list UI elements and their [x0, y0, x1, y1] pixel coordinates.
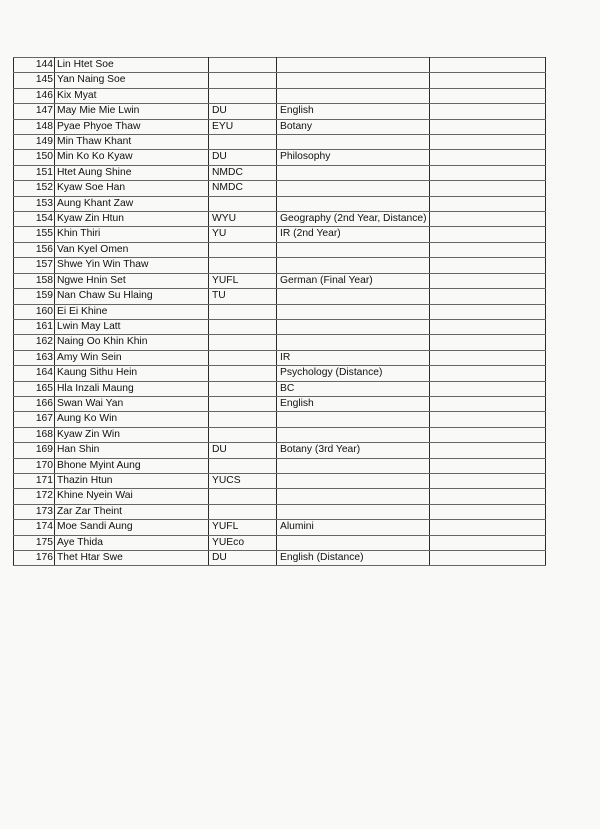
university-cell	[209, 458, 277, 473]
university-cell: YUEco	[209, 535, 277, 550]
table-row	[14, 473, 546, 488]
name-cell: Naing Oo Khin Khin	[55, 335, 209, 350]
table-row	[14, 58, 546, 73]
name-cell: Kyaw Zin Htun	[55, 212, 209, 227]
table-row	[14, 135, 546, 150]
subject-cell	[277, 58, 430, 73]
extra-cell	[429, 88, 545, 103]
subject-cell: BC	[277, 381, 430, 396]
table-row	[14, 304, 546, 319]
extra-cell	[429, 458, 545, 473]
subject-cell	[277, 412, 430, 427]
table-row	[14, 289, 546, 304]
name-cell: Moe Sandi Aung	[55, 520, 209, 535]
extra-cell	[429, 150, 545, 165]
row-number-cell: 157	[14, 258, 55, 273]
row-number-cell: 149	[14, 135, 55, 150]
name-cell: Swan Wai Yan	[55, 396, 209, 411]
extra-cell	[429, 181, 545, 196]
university-cell: DU	[209, 104, 277, 119]
subject-cell	[277, 289, 430, 304]
extra-cell	[429, 381, 545, 396]
table-row	[14, 242, 546, 257]
subject-cell	[277, 535, 430, 550]
name-cell: Aung Khant Zaw	[55, 196, 209, 211]
university-cell	[209, 489, 277, 504]
name-cell: Thet Htar Swe	[55, 551, 209, 566]
university-cell	[209, 366, 277, 381]
university-cell: YUFL	[209, 520, 277, 535]
name-cell: Ei Ei Khine	[55, 304, 209, 319]
name-cell: Htet Aung Shine	[55, 165, 209, 180]
name-cell: Zar Zar Theint	[55, 504, 209, 519]
row-number-cell: 167	[14, 412, 55, 427]
row-number-cell: 173	[14, 504, 55, 519]
extra-cell	[429, 273, 545, 288]
name-cell: Yan Naing Soe	[55, 73, 209, 88]
subject-cell	[277, 242, 430, 257]
table-row	[14, 350, 546, 365]
name-cell: Han Shin	[55, 443, 209, 458]
subject-cell	[277, 504, 430, 519]
subject-cell	[277, 427, 430, 442]
extra-cell	[429, 473, 545, 488]
extra-cell	[429, 366, 545, 381]
table-row	[14, 88, 546, 103]
name-cell: May Mie Mie Lwin	[55, 104, 209, 119]
name-cell: Khin Thiri	[55, 227, 209, 242]
subject-cell	[277, 181, 430, 196]
subject-cell: English (Distance)	[277, 551, 430, 566]
university-cell	[209, 335, 277, 350]
extra-cell	[429, 58, 545, 73]
extra-cell	[429, 427, 545, 442]
extra-cell	[429, 212, 545, 227]
university-cell: NMDC	[209, 181, 277, 196]
subject-cell	[277, 304, 430, 319]
subject-cell: German (Final Year)	[277, 273, 430, 288]
subject-cell	[277, 473, 430, 488]
university-cell: DU	[209, 443, 277, 458]
row-number-cell: 162	[14, 335, 55, 350]
table-row	[14, 212, 546, 227]
university-cell	[209, 58, 277, 73]
table-row	[14, 150, 546, 165]
extra-cell	[429, 319, 545, 334]
table-row	[14, 489, 546, 504]
row-number-cell: 174	[14, 520, 55, 535]
row-number-cell: 163	[14, 350, 55, 365]
subject-cell	[277, 458, 430, 473]
table-row	[14, 412, 546, 427]
table-row	[14, 366, 546, 381]
subject-cell	[277, 73, 430, 88]
row-number-cell: 148	[14, 119, 55, 134]
table-row	[14, 181, 546, 196]
extra-cell	[429, 289, 545, 304]
name-cell: Aye Thida	[55, 535, 209, 550]
university-cell	[209, 319, 277, 334]
university-cell	[209, 504, 277, 519]
extra-cell	[429, 412, 545, 427]
row-number-cell: 145	[14, 73, 55, 88]
name-cell: Amy Win Sein	[55, 350, 209, 365]
roster-table	[13, 57, 546, 566]
name-cell: Kix Myat	[55, 88, 209, 103]
university-cell	[209, 427, 277, 442]
table-row	[14, 196, 546, 211]
university-cell	[209, 196, 277, 211]
row-number-cell: 147	[14, 104, 55, 119]
name-cell: Min Ko Ko Kyaw	[55, 150, 209, 165]
subject-cell	[277, 319, 430, 334]
university-cell	[209, 304, 277, 319]
university-cell: EYU	[209, 119, 277, 134]
extra-cell	[429, 104, 545, 119]
extra-cell	[429, 165, 545, 180]
name-cell: Kaung Sithu Hein	[55, 366, 209, 381]
university-cell	[209, 73, 277, 88]
extra-cell	[429, 304, 545, 319]
subject-cell	[277, 88, 430, 103]
extra-cell	[429, 73, 545, 88]
row-number-cell: 165	[14, 381, 55, 396]
table-row	[14, 119, 546, 134]
subject-cell	[277, 489, 430, 504]
table-row	[14, 551, 546, 566]
extra-cell	[429, 443, 545, 458]
extra-cell	[429, 489, 545, 504]
subject-cell: English	[277, 396, 430, 411]
name-cell: Nan Chaw Su Hlaing	[55, 289, 209, 304]
extra-cell	[429, 119, 545, 134]
subject-cell: IR (2nd Year)	[277, 227, 430, 242]
row-number-cell: 164	[14, 366, 55, 381]
extra-cell	[429, 520, 545, 535]
row-number-cell: 168	[14, 427, 55, 442]
name-cell: Aung Ko Win	[55, 412, 209, 427]
table-row	[14, 535, 546, 550]
row-number-cell: 175	[14, 535, 55, 550]
name-cell: Van Kyel Omen	[55, 242, 209, 257]
name-cell: Hla Inzali Maung	[55, 381, 209, 396]
table-row	[14, 273, 546, 288]
subject-cell: Botany (3rd Year)	[277, 443, 430, 458]
subject-cell	[277, 335, 430, 350]
row-number-cell: 154	[14, 212, 55, 227]
university-cell	[209, 396, 277, 411]
table-row	[14, 227, 546, 242]
table-row	[14, 520, 546, 535]
row-number-cell: 159	[14, 289, 55, 304]
university-cell: TU	[209, 289, 277, 304]
name-cell: Min Thaw Khant	[55, 135, 209, 150]
subject-cell	[277, 196, 430, 211]
subject-cell	[277, 258, 430, 273]
table-row	[14, 427, 546, 442]
row-number-cell: 151	[14, 165, 55, 180]
university-cell: WYU	[209, 212, 277, 227]
extra-cell	[429, 196, 545, 211]
university-cell	[209, 88, 277, 103]
name-cell: Khine Nyein Wai	[55, 489, 209, 504]
subject-cell: IR	[277, 350, 430, 365]
subject-cell: Psychology (Distance)	[277, 366, 430, 381]
name-cell: Bhone Myint Aung	[55, 458, 209, 473]
table-row	[14, 165, 546, 180]
table-row	[14, 458, 546, 473]
extra-cell	[429, 242, 545, 257]
extra-cell	[429, 258, 545, 273]
row-number-cell: 171	[14, 473, 55, 488]
table-row	[14, 504, 546, 519]
row-number-cell: 169	[14, 443, 55, 458]
row-number-cell: 156	[14, 242, 55, 257]
table-row	[14, 381, 546, 396]
row-number-cell: 152	[14, 181, 55, 196]
university-cell: YUCS	[209, 473, 277, 488]
subject-cell	[277, 135, 430, 150]
extra-cell	[429, 535, 545, 550]
row-number-cell: 144	[14, 58, 55, 73]
row-number-cell: 172	[14, 489, 55, 504]
subject-cell	[277, 165, 430, 180]
name-cell: Kyaw Zin Win	[55, 427, 209, 442]
row-number-cell: 160	[14, 304, 55, 319]
extra-cell	[429, 504, 545, 519]
university-cell	[209, 412, 277, 427]
table-row	[14, 319, 546, 334]
extra-cell	[429, 227, 545, 242]
row-number-cell: 161	[14, 319, 55, 334]
university-cell	[209, 350, 277, 365]
subject-cell: Botany	[277, 119, 430, 134]
name-cell: Thazin Htun	[55, 473, 209, 488]
table-row	[14, 73, 546, 88]
name-cell: Lin Htet Soe	[55, 58, 209, 73]
row-number-cell: 170	[14, 458, 55, 473]
university-cell: DU	[209, 551, 277, 566]
subject-cell: English	[277, 104, 430, 119]
extra-cell	[429, 396, 545, 411]
name-cell: Pyae Phyoe Thaw	[55, 119, 209, 134]
subject-cell: Geography (2nd Year, Distance)	[277, 212, 430, 227]
university-cell	[209, 381, 277, 396]
university-cell	[209, 242, 277, 257]
row-number-cell: 146	[14, 88, 55, 103]
university-cell	[209, 258, 277, 273]
subject-cell: Alumini	[277, 520, 430, 535]
table-row	[14, 258, 546, 273]
university-cell: NMDC	[209, 165, 277, 180]
name-cell: Shwe Yin Win Thaw	[55, 258, 209, 273]
row-number-cell: 166	[14, 396, 55, 411]
name-cell: Kyaw Soe Han	[55, 181, 209, 196]
extra-cell	[429, 135, 545, 150]
university-cell: DU	[209, 150, 277, 165]
extra-cell	[429, 551, 545, 566]
table-row	[14, 443, 546, 458]
university-cell: YU	[209, 227, 277, 242]
row-number-cell: 150	[14, 150, 55, 165]
row-number-cell: 155	[14, 227, 55, 242]
row-number-cell: 153	[14, 196, 55, 211]
extra-cell	[429, 335, 545, 350]
subject-cell: Philosophy	[277, 150, 430, 165]
table-row	[14, 396, 546, 411]
university-cell	[209, 135, 277, 150]
name-cell: Ngwe Hnin Set	[55, 273, 209, 288]
table-row	[14, 335, 546, 350]
name-cell: Lwin May Latt	[55, 319, 209, 334]
table-row	[14, 104, 546, 119]
row-number-cell: 158	[14, 273, 55, 288]
row-number-cell: 176	[14, 551, 55, 566]
extra-cell	[429, 350, 545, 365]
university-cell: YUFL	[209, 273, 277, 288]
roster-table-body	[14, 58, 546, 566]
